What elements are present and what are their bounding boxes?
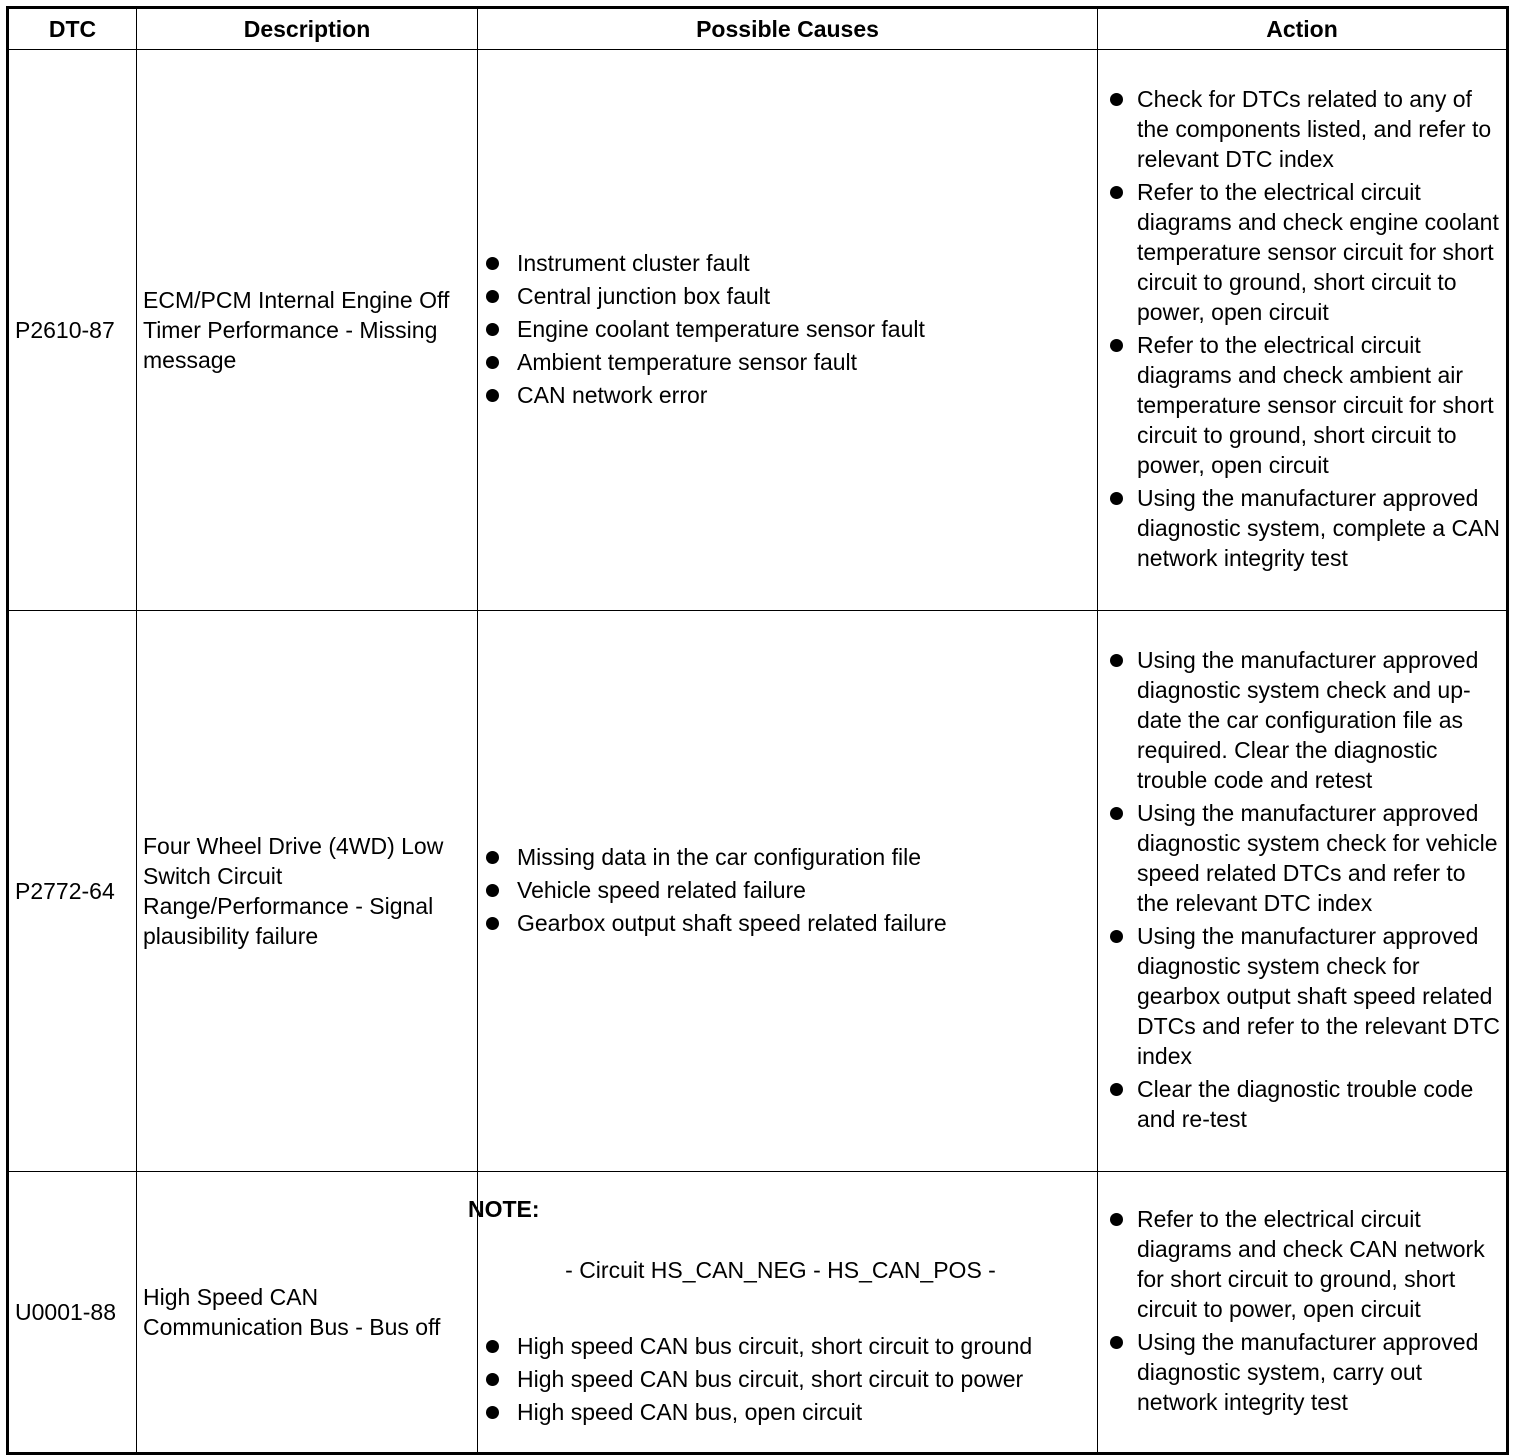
- cause-text: Vehicle speed related failure: [517, 876, 806, 903]
- causes-list: [484, 1331, 1093, 1427]
- actions-list: [1104, 84, 1502, 573]
- cause-text: High speed CAN bus circuit, short circuit to power: [517, 1366, 1024, 1392]
- list-item: [1104, 330, 1502, 480]
- list-item: [484, 248, 1093, 278]
- action-cell: [1098, 1172, 1508, 1454]
- table-header-row: [8, 8, 1508, 50]
- list-item: [1104, 177, 1502, 327]
- bullet-icon: [1110, 1336, 1123, 1349]
- list-item: [484, 875, 1093, 905]
- possible-causes-cell: [478, 50, 1098, 611]
- bullet-icon: [486, 290, 499, 303]
- list-item: [1104, 645, 1502, 795]
- cause-text: Gearbox output shaft speed related failure: [517, 909, 947, 936]
- note-text: - Circuit HS_CAN_NEG - HS_CAN_POS -: [565, 1257, 996, 1283]
- bullet-icon: [1110, 930, 1123, 943]
- dtc-code: P2772-64: [8, 611, 137, 1172]
- dtc-code: U0001-88: [8, 1172, 137, 1454]
- cause-text: High speed CAN bus circuit, short circuit to ground: [517, 1333, 1033, 1359]
- bullet-icon: [1110, 654, 1123, 667]
- list-item: [484, 347, 1093, 377]
- dtc-description: Four Wheel Drive (4WD) Low Switch Circuit Range/Performance - Signal plausibility failure: [137, 611, 478, 1172]
- actions-list: [1104, 645, 1502, 1134]
- causes-list: [484, 842, 1093, 938]
- header-dtc: DTC: [8, 8, 137, 50]
- cause-text: High speed CAN bus, open circuit: [517, 1399, 863, 1425]
- note-label: NOTE:: [468, 1196, 540, 1222]
- list-item: [484, 1397, 1093, 1427]
- bullet-icon: [1110, 492, 1123, 505]
- header-possible-causes: Possible Causes: [478, 8, 1098, 50]
- bullet-icon: [486, 1340, 499, 1353]
- list-item: [484, 908, 1093, 938]
- bullet-icon: [486, 389, 499, 402]
- list-item: [484, 281, 1093, 311]
- list-item: [1104, 483, 1502, 573]
- list-item: [1104, 84, 1502, 174]
- list-item: [484, 314, 1093, 344]
- bullet-icon: [486, 917, 499, 930]
- action-text: Refer to the electrical circuit diagrams and check CAN network for short circuit to ground, short circuit to power, open circuit: [1137, 1206, 1485, 1322]
- bullet-icon: [1110, 186, 1123, 199]
- bullet-icon: [1110, 1213, 1123, 1226]
- action-text: Check for DTCs related to any of the components listed, and refer to relevant DTC index: [1137, 86, 1492, 172]
- bullet-icon: [1110, 93, 1123, 106]
- bullet-icon: [486, 851, 499, 864]
- cause-text: Engine coolant temperature sensor fault: [517, 315, 925, 342]
- dtc-code: P2610-87: [8, 50, 137, 611]
- actions-list: [1104, 1204, 1502, 1417]
- header-action: Action: [1098, 8, 1508, 50]
- list-item: [484, 1364, 1093, 1394]
- list-item: [1104, 1074, 1502, 1134]
- cause-text: Missing data in the car configuration file: [517, 843, 921, 870]
- bullet-icon: [1110, 1083, 1123, 1096]
- causes-list: [484, 248, 1093, 410]
- action-text: Using the manufacturer approved diagnostic system, carry out network integrity test: [1137, 1329, 1479, 1415]
- bullet-icon: [1110, 339, 1123, 352]
- list-item: [1104, 1204, 1502, 1324]
- possible-causes-cell: [478, 611, 1098, 1172]
- list-item: [484, 1331, 1093, 1361]
- cause-text: Instrument cluster fault: [517, 249, 750, 276]
- dtc-description: High Speed CAN Communication Bus - Bus off: [137, 1172, 478, 1454]
- action-text: Using the manufacturer approved diagnostic system check for vehicle speed related DTCs and refer to the relevant DTC index: [1137, 800, 1498, 916]
- bullet-icon: [486, 1373, 499, 1386]
- possible-causes-cell: [468, 1172, 1098, 1454]
- action-text: Refer to the electrical circuit diagrams and check engine coolant temperature sensor circuit for short circuit to ground, short circuit to power, open circuit: [1137, 179, 1499, 325]
- action-text: Using the manufacturer approved diagnostic system check for gearbox output shaft speed related DTCs and refer to the relevant DTC index: [1137, 923, 1501, 1069]
- list-item: [1104, 798, 1502, 918]
- list-item: [484, 380, 1093, 410]
- list-item: [484, 842, 1093, 872]
- bullet-icon: [486, 884, 499, 897]
- table-row: [8, 611, 1508, 1172]
- list-item: [1104, 921, 1502, 1071]
- cause-text: Ambient temperature sensor fault: [517, 348, 858, 375]
- bullet-icon: [486, 257, 499, 270]
- action-cell: [1098, 611, 1508, 1172]
- bullet-icon: [1110, 807, 1123, 820]
- bullet-icon: [486, 356, 499, 369]
- list-item: [1104, 1327, 1502, 1417]
- action-text: Using the manufacturer approved diagnostic system, complete a CAN network integrity test: [1137, 485, 1501, 571]
- cause-text: CAN network error: [517, 381, 708, 408]
- action-text: Using the manufacturer approved diagnostic system check and up-date the car configuration file as required. Clear the diagnostic trouble code and retest: [1137, 647, 1479, 793]
- bullet-icon: [486, 1406, 499, 1419]
- table-row: [8, 50, 1508, 611]
- bullet-icon: [486, 323, 499, 336]
- dtc-table: [6, 6, 1509, 1455]
- dtc-description: ECM/PCM Internal Engine Off Timer Performance - Missing message: [137, 50, 478, 611]
- cause-text: Central junction box fault: [517, 282, 771, 309]
- header-description: Description: [137, 8, 478, 50]
- action-text: Refer to the electrical circuit diagrams and check ambient air temperature sensor circuit for short circuit to ground, short circuit to power, open circuit: [1137, 332, 1494, 478]
- table-row: [8, 1172, 1508, 1454]
- action-cell: [1098, 50, 1508, 611]
- action-text: Clear the diagnostic trouble code and re-test: [1137, 1076, 1474, 1132]
